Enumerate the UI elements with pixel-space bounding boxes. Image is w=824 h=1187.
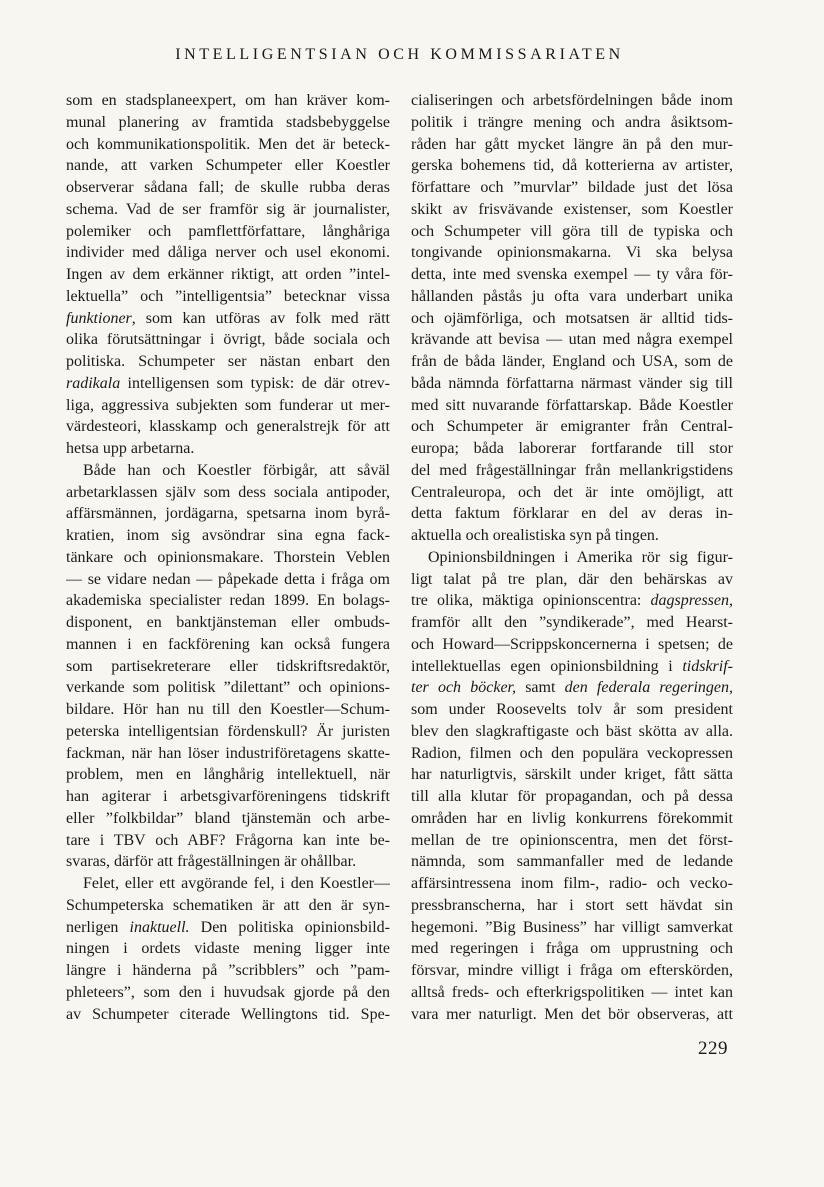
text-line: Felet, eller ett avgörande fel, i den Koestler— xyxy=(83,875,390,892)
text-line: värdesteori, klasskamp och generalstrejk för att xyxy=(66,418,390,436)
right-column xyxy=(411,90,733,1025)
text-line: från de båda länder, England och USA, som de xyxy=(411,353,733,370)
text-line: hegemoni. ”Big Business” har villigt samverkat xyxy=(411,918,733,936)
text-line: peterska intelligentsian fördenskull? Är juristen xyxy=(66,722,390,740)
text-line: mellan de tre opinionscentra, men det först- xyxy=(411,831,733,849)
text-line: båda nämnda författarna närmast vänder sig till xyxy=(411,374,733,392)
text-line: råden har gått mycket längre än på den mur- xyxy=(411,135,733,153)
text-line: cialiseringen och arbetsfördelningen både inom xyxy=(411,92,733,109)
text-line: som under Roosevelts tolv år som president xyxy=(411,701,733,718)
text-line: pressbranscherna, har i stort sett hävdat sin xyxy=(411,896,733,914)
text-line: har naturligtvis, särskilt under kriget, fått sätta xyxy=(411,766,733,784)
text-line: Opinionsbildningen i Amerika rör sig figur- xyxy=(428,548,733,566)
italic-text: den federala regeringen, xyxy=(564,679,733,697)
text-run: nerligen xyxy=(66,918,130,936)
text-line: lektuella” och ”intelligentsia” betecknar vissa xyxy=(66,287,390,305)
text-line: områden har en livlig konkurrens förekommit xyxy=(411,809,733,827)
paragraph xyxy=(411,90,733,547)
text-line xyxy=(66,308,390,330)
text-line: svaras, därför att frågeställningen är ohållbar. xyxy=(66,853,357,871)
text-line xyxy=(66,917,390,939)
text-line: liga, aggressiva subjekten som funderar ut mer- xyxy=(66,396,390,414)
text-line: mannen i en fackförening kan också fungera xyxy=(66,635,390,653)
text-line xyxy=(411,677,733,699)
text-run: samt xyxy=(516,679,565,697)
italic-text: tidskrif- xyxy=(682,657,733,675)
text-line: som en stadsplaneexpert, om han kräver kom- xyxy=(66,92,390,109)
text-line: alltså freds- och efterkrigspolitiken — intet kan xyxy=(411,983,733,1001)
left-column xyxy=(66,90,390,1025)
paragraph xyxy=(66,90,390,460)
text-line: vara mer naturligt. Men det bör observeras, att xyxy=(411,1005,733,1023)
text-line: detta faktum förklarar en del av deras in- xyxy=(411,505,733,523)
text-line: blev den slagkraftigaste och bäst skötta av alla. xyxy=(411,722,733,740)
text-line: Schumpeterska schematiken är att den är syn- xyxy=(66,896,390,914)
text-line: Både han och Koestler förbigår, att såväl xyxy=(83,461,390,479)
text-line: gerska bohemens tid, då kotterierna av artister, xyxy=(411,157,733,175)
text-line: verkande som politisk ”dilettant” och opinions- xyxy=(66,679,390,697)
text-line: nämnda, som sammanfaller med de ledande xyxy=(411,853,733,871)
text-line: Ingen av dem erkänner riktigt, att orden ”intel- xyxy=(66,266,390,283)
text-line: krävande att bevisa — utan med några exempel xyxy=(411,331,733,349)
text-line: framför allt den ”syndikerade”, med Hearst- xyxy=(411,614,733,631)
text-run: intelligensen som typisk: de där otrev- xyxy=(120,374,390,392)
italic-text: radikala xyxy=(66,374,121,392)
text-line: med regeringen i fråga om upprustning och xyxy=(411,940,733,958)
text-run: tre olika, mäktiga opinionscentra: xyxy=(411,592,651,610)
text-line: phleteers”, som den i huvudsak gjorde på den xyxy=(66,983,390,1001)
text-line: disponent, en banktjänsteman eller ombuds- xyxy=(66,614,390,631)
text-line: skikt av frisvävande existenser, som Koestler xyxy=(411,200,733,218)
text-line: akademiska specialister redan 1899. En bolags- xyxy=(66,592,390,610)
text-line: olika förutsättningar i övrigt, både sociala och xyxy=(66,331,390,349)
text-line: och Howard—Scrippskoncernerna i spetsen; de xyxy=(411,635,733,653)
text-line: eller ”folkbildar” bland tjänstemän och arbe- xyxy=(66,809,390,827)
paragraph xyxy=(66,873,390,1025)
paragraph xyxy=(411,547,733,1026)
text-line: problem, men en långhårig intellektuell, när xyxy=(66,766,390,784)
text-line: försvar, mindre villigt i fråga om efterskörden, xyxy=(411,962,733,979)
text-line: nande, att varken Schumpeter eller Koestler xyxy=(66,157,390,175)
text-line: individer med dåliga nerver och usel ekonomi. xyxy=(66,244,390,262)
italic-text: inaktuell. xyxy=(129,918,190,936)
text-line: som partisekreterare eller tidskriftsredaktör, xyxy=(66,657,390,675)
text-line: affärsmännen, jordägarna, spetsarna inom byrå- xyxy=(66,505,390,523)
text-line: tongivande opinionsmakarna. Vi ska belysa xyxy=(411,244,733,262)
text-line: tänkare och opinionsmakare. Thorstein Veblen xyxy=(66,548,390,566)
text-line: författare och ”murvlar” bildade just det lösa xyxy=(411,179,733,196)
text-line: politik i trängre mening och andra åsiktsom- xyxy=(411,113,733,131)
text-line: schema. Vad de ser framför sig är journalister, xyxy=(66,200,390,218)
text-line: fackman, när han löser industriföretagens skatte- xyxy=(66,744,390,762)
text-line: Centraleuropa, och det är inte omöjligt, att xyxy=(411,483,733,501)
text-line: och Schumpeter är emigranter från Central- xyxy=(411,418,733,436)
text-line: europa; båda laborerar fortfarande till stor xyxy=(411,440,733,457)
paragraph xyxy=(66,460,390,873)
italic-text: funktioner xyxy=(66,309,132,327)
text-run: , som kan utföras av folk med rätt xyxy=(131,309,390,327)
text-line: längre i händerna på ”scribblers” och ”pam- xyxy=(66,962,390,979)
text-line: och kommunikationspolitik. Men det är beteck- xyxy=(66,135,390,153)
text-line: aktuella och orealistiska syn på tingen. xyxy=(411,527,659,544)
text-line: del med frågeställningar från mellankrigstidens xyxy=(411,461,733,479)
text-run: Den politiska opinionsbild- xyxy=(189,918,390,936)
text-line: ligt talat på tre plan, där den behärskas av xyxy=(411,570,733,588)
text-line: kratien, inom sig avsöndrar sina egna fack- xyxy=(66,527,390,544)
text-line: tare i TBV och ABF? Frågorna kan inte be- xyxy=(66,831,390,849)
text-line: och ojämförliga, och motsatsen är alltid tids- xyxy=(411,309,733,327)
text-line: polemiker och pamflettförfattare, långhåriga xyxy=(66,222,390,240)
running-head: INTELLIGENTSIAN OCH KOMMISSARIATEN xyxy=(175,46,624,63)
text-line: hållanden påstås ju ofta vara underbart unika xyxy=(411,287,733,305)
text-line xyxy=(411,590,733,612)
text-line xyxy=(411,656,733,678)
text-line: till alla klutar för propagandan, och på dessa xyxy=(411,788,733,805)
text-line: — se vidare nedan — påpekade detta i fråga om xyxy=(66,570,390,588)
text-line xyxy=(66,373,390,395)
page-number: 229 xyxy=(698,1038,728,1059)
text-line: bildare. Hör han nu till den Koestler—Schum- xyxy=(66,701,390,718)
italic-text: ter och böcker, xyxy=(411,679,517,697)
text-line: affärsintressena inom film-, radio- och vecko- xyxy=(411,875,733,892)
text-line: och Schumpeter vill göra till de typiska och xyxy=(411,222,733,240)
text-line: Radion, filmen och den populära veckopressen xyxy=(411,744,733,762)
text-line: han agiterar i arbetsgivarföreningens tidskrift xyxy=(66,788,390,805)
text-run: intellektuellas egen opinionsbildning i xyxy=(411,657,683,675)
text-line: arbetarklassen själv som dess sociala antipoder, xyxy=(66,483,390,501)
text-line: hetsa upp arbetarna. xyxy=(66,440,195,457)
text-line: politiska. Schumpeter ser nästan enbart den xyxy=(66,353,390,370)
italic-text: dagspressen, xyxy=(650,592,733,610)
text-line: av Schumpeter citerade Wellingtons tid. Spe- xyxy=(66,1005,390,1023)
text-line: ningen i ordets vidaste mening ligger inte xyxy=(66,940,390,958)
text-line: observerar sådana fall; de skulle rubba deras xyxy=(66,179,390,196)
text-line: munal planering av framtida stadsbebyggelse xyxy=(66,113,390,131)
text-line: med sitt nuvarande författarskap. Både Koestler xyxy=(411,396,733,414)
text-line: detta, inte med svenska exempel — ty våra för- xyxy=(411,266,733,283)
